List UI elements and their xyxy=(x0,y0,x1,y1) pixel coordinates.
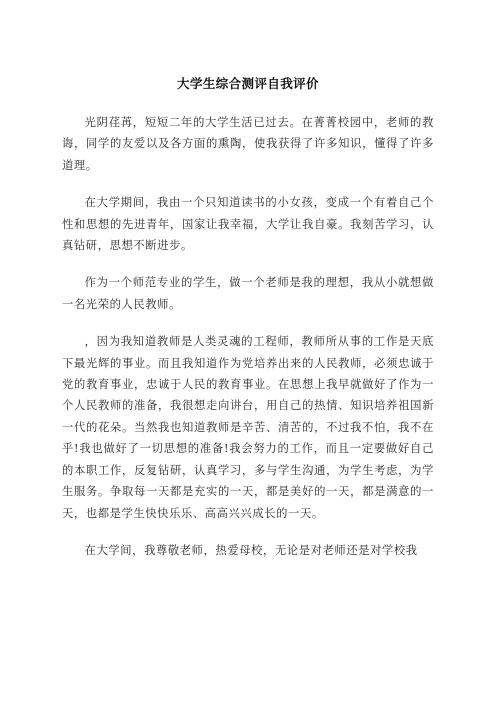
paragraph-4: ，因为我知道教师是人类灵魂的工程师，教师所从事的工作是天底下最光辉的事业。而且我知道作为党培养出来的人民教师，必须忠诚于党的教育事业，忠诚于人民的教育事业。在思想上我早就做好了作为一个人民教师的准备，我很想走向讲台，用自己的热情、知识培养祖国新一代的花朵。当然我也知道教师是辛苦、清苦的，不过我不怕，我不在乎!我也做好了一切思想的准备!我会努力的工作，而且一定要做好自己的本职工作，反复钻研，认真学习，多与学生沟通，为学生考虑，为学生服务。争取每一天都是充实的一天，都是美好的一天，都是满意的一天，也都是学生快快乐乐、高高兴兴成长的一天。 xyxy=(62,335,434,520)
document-title: 大学生综合测评自我评价 xyxy=(177,76,319,91)
paragraph-3: 作为一个师范专业的学生，做一个老师是我的理想，我从小就想做一名光荣的人民教师。 xyxy=(62,276,434,311)
paragraph-2: 在大学期间，我由一个只知道读书的小女孩，变成一个有着自己个性和思想的先进青年，国家让我幸福，大学让我自豪。我刻苦学习，认真钻研，思想不断进步。 xyxy=(62,196,434,253)
paragraph-1: 光阴荏苒，短短二年的大学生活已过去。在菁菁校园中，老师的教诲，同学的友爱以及各方面的熏陶，使我获得了许多知识，懂得了许多道理。 xyxy=(62,116,434,172)
paragraph-5: 在大学间，我尊敬老师，热爱母校，无论是对老师还是对学校我 xyxy=(84,543,418,557)
